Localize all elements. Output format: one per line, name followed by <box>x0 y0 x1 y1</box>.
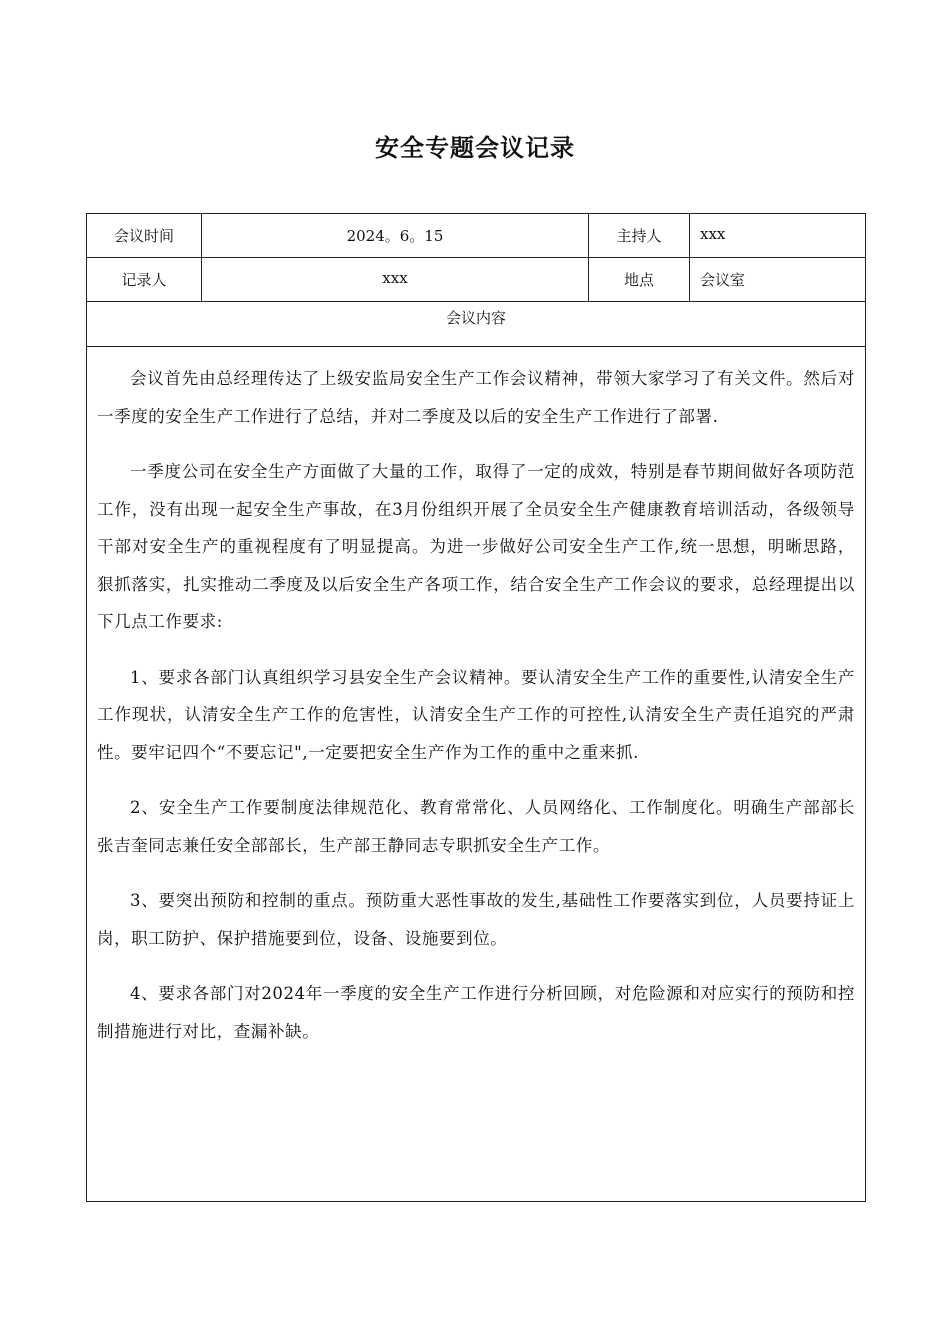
host-label: 主持人 <box>616 227 662 245</box>
content-paragraph: 4、要求各部门对2024年一季度的安全生产工作进行分析回顾，对危险源和对应实行的预防和控制措施进行对比，查漏补缺。 <box>97 984 855 1041</box>
content-paragraph: 3、要突出预防和控制的重点。预防重大恶性事故的发生,基础性工作要落实到位，人员要持证上岗，职工防护、保护措施要到位，设备、设施要到位。 <box>97 891 855 948</box>
location-value: 会议室 <box>700 271 746 289</box>
cell-label-host <box>589 214 690 258</box>
location-label: 地点 <box>623 271 654 289</box>
cell-label-recorder <box>87 258 202 302</box>
content-paragraph: 1、要求各部门认真组织学习县安全生产会议精神。要认清安全生产工作的重要性,认清安全生产工作现状，认清安全生产工作的危害性，认清安全生产工作的可控性,认清安全生产责任追究的严肃性。要牢记四个“不要忘记",一定要把安全生产作为工作的重中之重来抓. <box>97 667 855 762</box>
table-row-time-host <box>87 214 866 258</box>
content-paragraph: 2、安全生产工作要制度法律规范化、教育常常化、人员网络化、工作制度化。明确生产部部长张吉奎同志兼任安全部部长，生产部王静同志专职抓安全生产工作。 <box>97 798 855 855</box>
cell-value-recorder <box>202 258 589 302</box>
meeting-time-value: 2024。6。15 <box>346 227 444 245</box>
cell-content-body <box>87 347 866 1202</box>
cell-content-header <box>87 302 866 347</box>
meeting-record-table <box>86 213 866 1202</box>
content-header: 会议内容 <box>445 309 506 327</box>
cell-label-time <box>87 214 202 258</box>
cell-label-location <box>589 258 690 302</box>
recorder-label: 记录人 <box>121 271 167 289</box>
meeting-time-label: 会议时间 <box>113 227 174 245</box>
host-value: xxx <box>700 225 726 243</box>
cell-value-host <box>690 214 866 258</box>
cell-value-time <box>202 214 589 258</box>
content-paragraph: 会议首先由总经理传达了上级安监局安全生产工作会议精神，带领大家学习了有关文件。然后对一季度的安全生产工作进行了总结，并对二季度及以后的安全生产工作进行了部署. <box>97 369 855 426</box>
table-row-recorder-location <box>87 258 866 302</box>
recorder-value: xxx <box>382 269 408 287</box>
cell-value-location <box>690 258 866 302</box>
table-row-content-header <box>87 302 866 347</box>
document-title: 安全专题会议记录 <box>375 133 575 162</box>
meeting-content <box>87 347 865 1201</box>
content-paragraph: 一季度公司在安全生产方面做了大量的工作，取得了一定的成效，特别是春节期间做好各项防范工作，没有出现一起安全生产事故，在3月份组织开展了全员安全生产健康教育培训活动，各级领导干部对安全生产的重视程度有了明显提高。为进一步做好公司安全生产工作,统一思想，明晰思路，狠抓落实，扎实推动二季度及以后安全生产各项工作，结合安全生产工作会议的要求，总经理提出以下几点工作要求: <box>97 462 855 631</box>
table-row-content-body <box>87 347 866 1202</box>
